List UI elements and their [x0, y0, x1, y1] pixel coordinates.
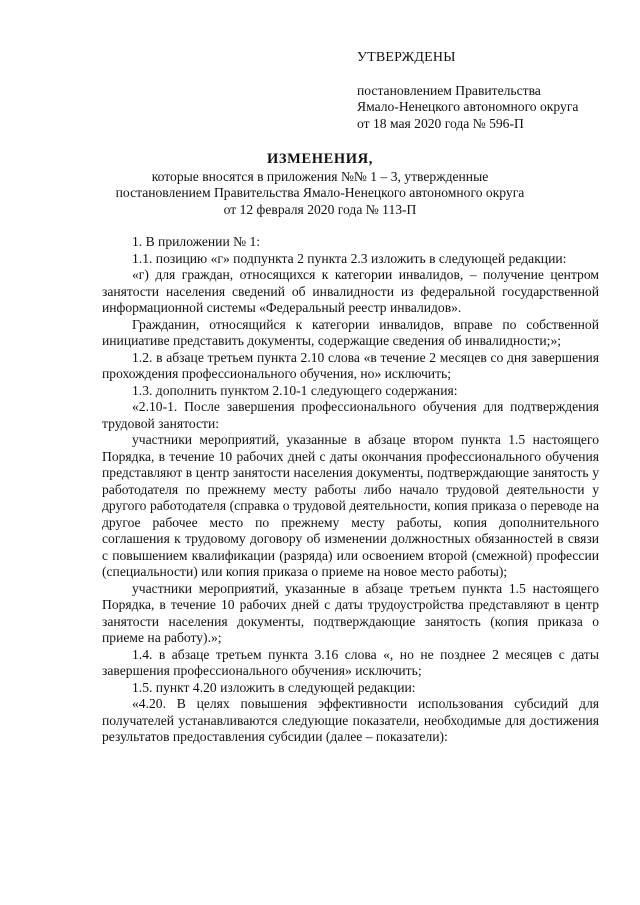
heading-line: которые вносятся в приложения №№ 1 – 3, утвержденные [151, 168, 489, 184]
paragraph: Гражданин, относящийся к категории инвалидов, вправе по собственной инициативе представить документы, содержащие сведения об инвалидности;»; [102, 316, 599, 348]
paragraph: «г) для граждан, относящихся к категории инвалидов, – получение центром занятости населения сведений об инвалидности из федеральной государственной информационной системы «Федеральный реестр инвалидов». [102, 267, 599, 315]
paragraph: 1.1. позицию «г» подпункта 2 пункта 2.3 изложить в следующей редакции: [132, 250, 567, 266]
paragraph: 1.5. пункт 4.20 изложить в следующей редакции: [132, 679, 416, 695]
approval-line: от 18 мая 2020 года № 596-П [357, 115, 524, 131]
paragraph: 1.3. дополнить пунктом 2.10-1 следующего содержания: [132, 382, 458, 398]
approval-title: УТВЕРЖДЕНЫ [357, 50, 456, 65]
heading-line: постановлением Правительства Ямало-Ненецкого автономного округа [115, 185, 525, 200]
document-body [102, 234, 599, 746]
paragraph: 1. В приложении № 1: [132, 234, 261, 249]
heading-line: от 12 февраля 2020 года № 113-П [223, 201, 417, 217]
approval-line: постановлением Правительства [357, 82, 541, 98]
document-title: ИЗМЕНЕНИЯ, [267, 151, 373, 167]
paragraph: участники мероприятий, указанные в абзаце третьем пункта 1.5 настоящего Порядка, в течение 10 рабочих дней с даты трудоустройства представляют в центр занятости населения документы, подтверждающие занятость (копия приказа о приеме на работу).»; [102, 580, 599, 645]
paragraph: 1.2. в абзаце третьем пункта 2.10 слова «в течение 2 месяцев со дня завершения прохождения профессионального обучения, но» исключить; [102, 349, 599, 381]
paragraph: «2.10-1. После завершения профессионального обучения для подтверждения трудовой занятости: [102, 399, 599, 431]
document-heading [100, 151, 540, 218]
approval-line: Ямало-Ненецкого автономного округа [357, 99, 579, 114]
paragraph: участники мероприятий, указанные в абзаце втором пункта 1.5 настоящего Порядка, в течение 10 рабочих дней с даты окончания профессионального обучения представляют в центр занятости населения документы, подтверждающие занятость у работодателя по прежнему месту работы либо начало трудовой деятельности у другого работодателя (справка о трудовой деятельности, копия приказа о переводе на другое рабочее место по прежнему месту работы, копия дополнительного соглашения к трудовому договору об изменении должностных обязанностей в связи с повышением квалификации (разряда) или освоением второй (смежной) профессии (специальности) или копия приказа о приеме на новое место работы); [102, 432, 599, 579]
paragraph: «4.20. В целях повышения эффективности использования субсидий для получателей устанавливаются следующие показатели, необходимые для достижения результатов предоставления субсидии (далее – показатели): [102, 696, 599, 744]
approval-block [357, 50, 627, 132]
paragraph: 1.4. в абзаце третьем пункта 3.16 слова «, но не позднее 2 месяцев с даты завершения профессионального обучения» исключить; [102, 646, 599, 678]
